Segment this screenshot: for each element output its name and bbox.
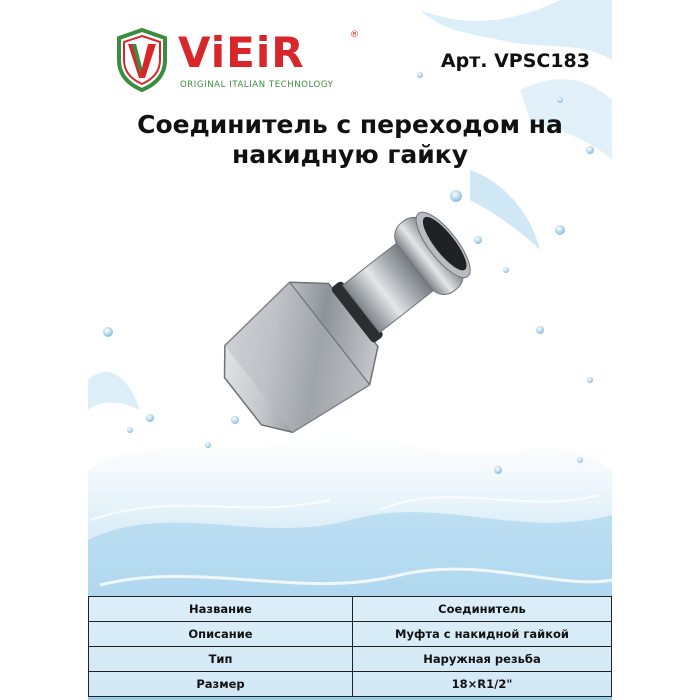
spec-value: Наружная резьба — [353, 647, 612, 672]
table-row — [89, 672, 612, 697]
product-image — [196, 206, 516, 496]
table-row — [89, 622, 612, 647]
spec-label: Название — [89, 597, 353, 622]
table-row — [89, 597, 612, 622]
spec-label: Описание — [89, 622, 353, 647]
product-title: Соединитель с переходом на накидную гайку — [137, 110, 563, 169]
brand-logo — [116, 28, 359, 98]
spec-value: Соединитель — [353, 597, 612, 622]
article-number: Арт. VPSC183 — [440, 50, 590, 72]
spec-value: Муфта с накидной гайкой — [353, 622, 612, 647]
brand-name: ViEiR — [178, 28, 305, 77]
specifications-table — [88, 596, 612, 697]
registered-mark: ® — [350, 30, 359, 40]
table-row — [89, 647, 612, 672]
spec-label: Тип — [89, 647, 353, 672]
shield-v-icon — [116, 28, 168, 92]
brand-tagline: ORIGINAL ITALIAN TECHNOLOGY — [180, 80, 334, 90]
spec-value: 18×R1/2" — [353, 672, 612, 697]
spec-label: Размер — [89, 672, 353, 697]
